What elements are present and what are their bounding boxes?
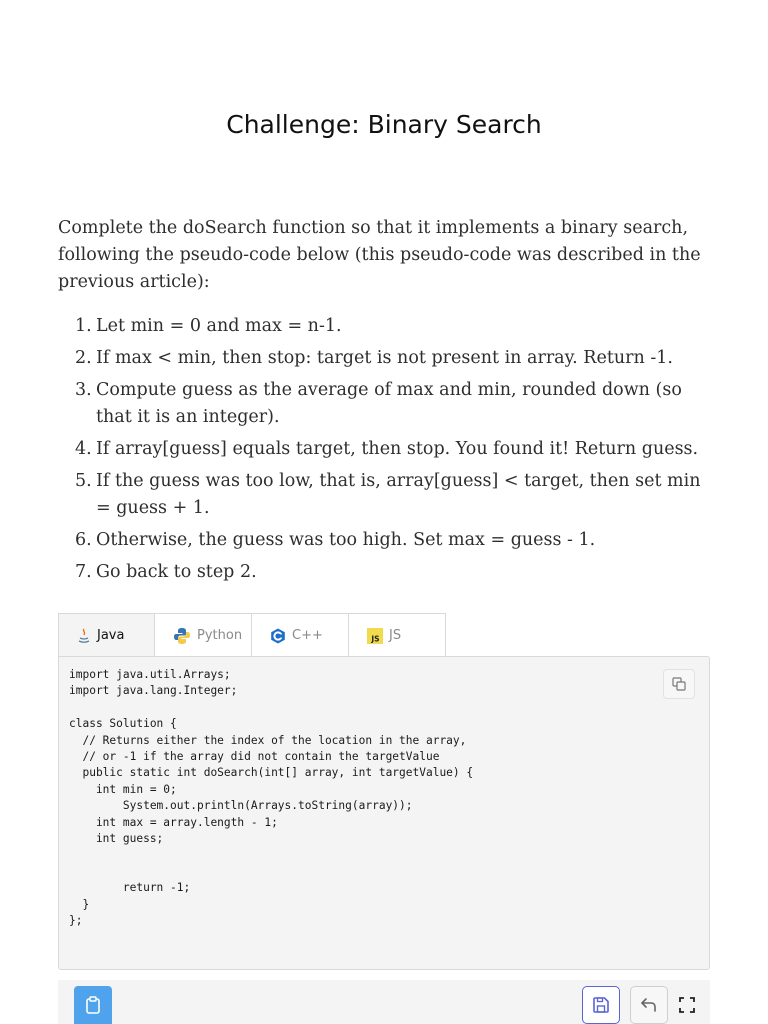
- pseudo-code-steps: [58, 313, 718, 591]
- save-button[interactable]: [582, 986, 620, 1024]
- step-number: 1.: [75, 316, 92, 336]
- tab-label: JS: [389, 628, 402, 643]
- step-text: Compute guess as the average of max and min, rounded down (so that it is an integer).: [96, 380, 682, 427]
- tab-js[interactable]: [349, 613, 446, 657]
- step-number: 7.: [75, 562, 92, 582]
- step-number: 5.: [75, 471, 92, 491]
- step-text: If the guess was too low, that is, array[guess] < target, then set min = guess + 1.: [96, 471, 701, 518]
- step-item: [58, 313, 718, 340]
- step-text: If array[guess] equals target, then stop. You found it! Return guess.: [96, 439, 699, 459]
- step-number: 2.: [75, 348, 92, 368]
- clipboard-button[interactable]: [74, 986, 112, 1024]
- fullscreen-button[interactable]: [674, 992, 700, 1018]
- tab-cpp[interactable]: [252, 613, 349, 657]
- step-text: Let min = 0 and max = n-1.: [96, 316, 342, 336]
- step-item: [58, 559, 718, 586]
- fullscreen-icon: [679, 997, 695, 1013]
- step-item: [58, 377, 718, 431]
- code-editor[interactable]: [58, 656, 710, 970]
- clipboard-icon: [85, 996, 101, 1014]
- save-icon: [592, 996, 610, 1014]
- code-content[interactable]: import java.util.Arrays; import java.lang.Integer; class Solution { // Returns either the index of the location in the array, // or -1 if the array did not contain the targetValue public static int doSearch(int[] array, int targetValue) { int min = 0; System.out.println(Arrays.toString(array)); int max = array.length - 1; int guess; return -1; } };: [69, 668, 474, 928]
- undo-icon: [640, 997, 658, 1013]
- tab-label: Java: [97, 628, 125, 643]
- js-icon: [367, 628, 383, 644]
- intro-paragraph: Complete the doSearch function so that it implements a binary search, following the pseudo-code below (this pseudo-code was described in the previous article):: [58, 218, 701, 292]
- step-number: 4.: [75, 439, 92, 459]
- cpp-icon: [270, 628, 286, 644]
- editor-toolbar: [58, 980, 710, 1024]
- svg-text:JS: JS: [371, 634, 380, 643]
- tab-label: C++: [292, 628, 323, 643]
- tab-java[interactable]: [58, 613, 155, 657]
- step-text: Otherwise, the guess was too high. Set max = guess - 1.: [96, 530, 596, 550]
- python-icon: [173, 627, 191, 645]
- step-item: [58, 468, 718, 522]
- java-icon: [77, 628, 91, 644]
- language-tabs: [58, 613, 446, 657]
- undo-button[interactable]: [630, 986, 668, 1024]
- copy-button[interactable]: [663, 669, 695, 699]
- step-item: [58, 345, 718, 372]
- step-item: [58, 436, 718, 463]
- step-number: 3.: [75, 380, 92, 400]
- tab-python[interactable]: [155, 613, 252, 657]
- step-text: Go back to step 2.: [96, 562, 257, 582]
- copy-icon: [672, 677, 686, 691]
- step-number: 6.: [75, 530, 92, 550]
- page-title: Challenge: Binary Search: [226, 110, 542, 139]
- step-text: If max < min, then stop: target is not present in array. Return -1.: [96, 348, 673, 368]
- tab-label: Python: [197, 628, 243, 643]
- step-item: [58, 527, 718, 554]
